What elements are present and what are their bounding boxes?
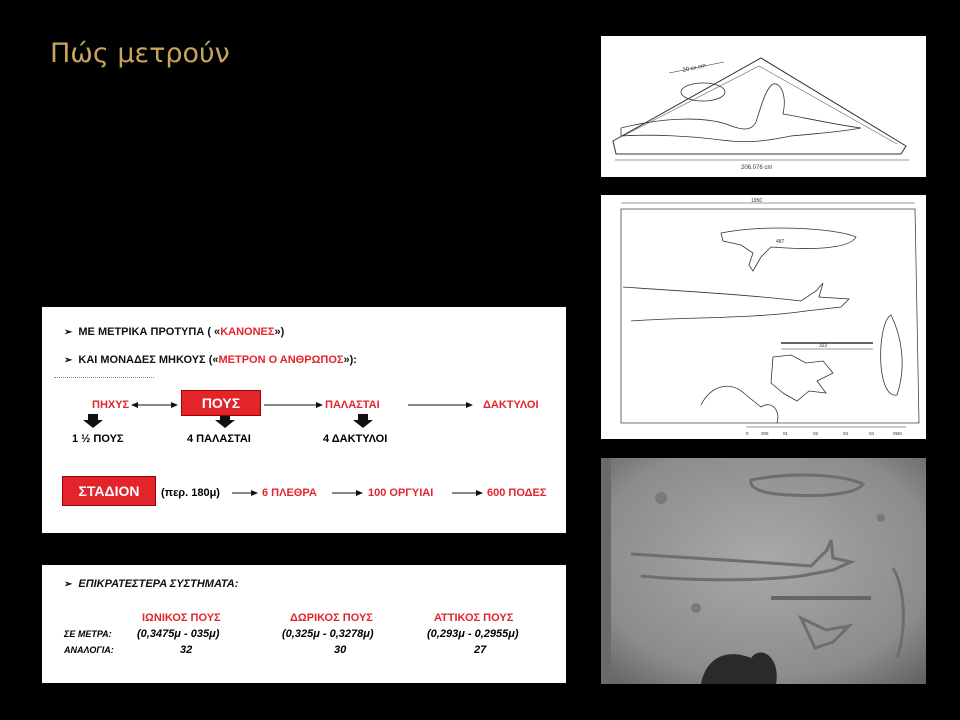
down-arrow-icon <box>215 414 235 428</box>
scale-label: 005 <box>761 431 769 436</box>
scale-label: 02 <box>813 431 819 436</box>
standards-suffix: ») <box>274 326 285 338</box>
standards-red-text: ΚΑΝΟΝΕΣ <box>220 326 275 338</box>
equiv-pous: 4 ΠΑΛΑΣΤΑΙ <box>187 433 251 445</box>
systems-heading-text: ΕΠΙΚΡΑΤΕΣΤΕΡΑ ΣΥΣΤΗΜΑΤΑ: <box>78 578 239 590</box>
scale-label: 01 <box>783 431 789 436</box>
unit-palastai: ΠΑΛΑΣΤΑΙ <box>325 399 380 411</box>
standards-text: ΜΕ ΜΕΤΡΙΚΑ ΠΡΟΤΥΠΑ ( « <box>78 326 221 338</box>
row-label-analogia: ΑΝΑΛΟΓΙΑ: <box>64 645 114 655</box>
equiv-palastai: 4 ΔΑΚΤΥΛΟΙ <box>323 433 388 445</box>
measurement-units-panel <box>42 307 566 533</box>
chain-orgyiai: 100 ΟΡΓΥΙΑΙ <box>368 487 434 499</box>
block-drawing-svg <box>601 195 926 439</box>
relief-drawing-svg <box>601 36 926 177</box>
systems-panel <box>42 565 566 683</box>
block-dim-top: 1950 <box>751 198 763 204</box>
row-label-metra: ΣΕ ΜΕΤΡΑ: <box>64 629 112 639</box>
stone-photo-svg <box>601 458 926 684</box>
scale-label: 0 <box>746 431 749 436</box>
system-metra: (0,3475μ - 035μ) <box>137 628 220 640</box>
unit-pous-box: ΠΟΥΣ <box>181 390 261 416</box>
system-analogia: 30 <box>334 644 347 656</box>
system-analogia: 27 <box>474 644 487 656</box>
chain-plethra: 6 ΠΛΕΘΡΑ <box>262 487 317 499</box>
down-arrow-icon <box>83 414 103 428</box>
metrological-block-drawing <box>601 195 926 439</box>
system-name: ΔΩΡΙΚΟΣ ΠΟΥΣ <box>290 612 373 624</box>
chain-podes: 600 ΠΟΔΕΣ <box>487 487 547 499</box>
unit-daktyloi: ΔΑΚΤΥΛΟΙ <box>483 399 539 411</box>
units-text: ΚΑΙ ΜΟΝΑΔΕΣ ΜΗΚΟΥΣ (« <box>78 354 219 366</box>
stadion-note: (περ. 180μ) <box>161 487 220 499</box>
scale-label: 03 <box>843 431 849 436</box>
relief-dim-top: 20 εκ cm <box>682 63 707 74</box>
down-arrow-icon <box>353 414 373 428</box>
units-suffix: »): <box>343 354 357 366</box>
unit-pichys: ΠΗΧΥΣ <box>92 399 130 411</box>
units-red-text: ΜΕΤΡΟΝ Ο ΑΝΘΡΩΠΟΣ <box>218 354 344 366</box>
systems-heading <box>64 578 238 590</box>
relief-dim-bottom: 206.076 cm <box>741 165 773 171</box>
stone-relief-photo <box>601 458 926 684</box>
bullet-arrow-icon: ➢ <box>64 327 73 338</box>
system-analogia: 32 <box>180 644 193 656</box>
system-metra: (0,293μ - 0,2955μ) <box>427 628 519 640</box>
stadion-box: ΣΤΑΔΙΟΝ <box>62 476 156 506</box>
scale-label: 04 <box>869 431 875 436</box>
bullet-arrow-icon: ➢ <box>64 579 73 590</box>
system-metra: (0,325μ - 0,3278μ) <box>282 628 374 640</box>
system-name: ΑΤΤΙΚΟΣ ΠΟΥΣ <box>434 612 514 624</box>
bullet-arrow-icon: ➢ <box>64 355 73 366</box>
scale-label: 05M <box>893 431 902 436</box>
system-name: ΙΩΝΙΚΟΣ ΠΟΥΣ <box>142 612 221 624</box>
metrological-relief-drawing <box>601 36 926 177</box>
block-dim-forearm: 487 <box>776 239 785 245</box>
equiv-pichys: 1 ½ ΠΟΥΣ <box>72 433 124 445</box>
slide-title: Πώς μετρούν <box>50 38 230 69</box>
block-dim-bar: 322 <box>819 343 828 349</box>
